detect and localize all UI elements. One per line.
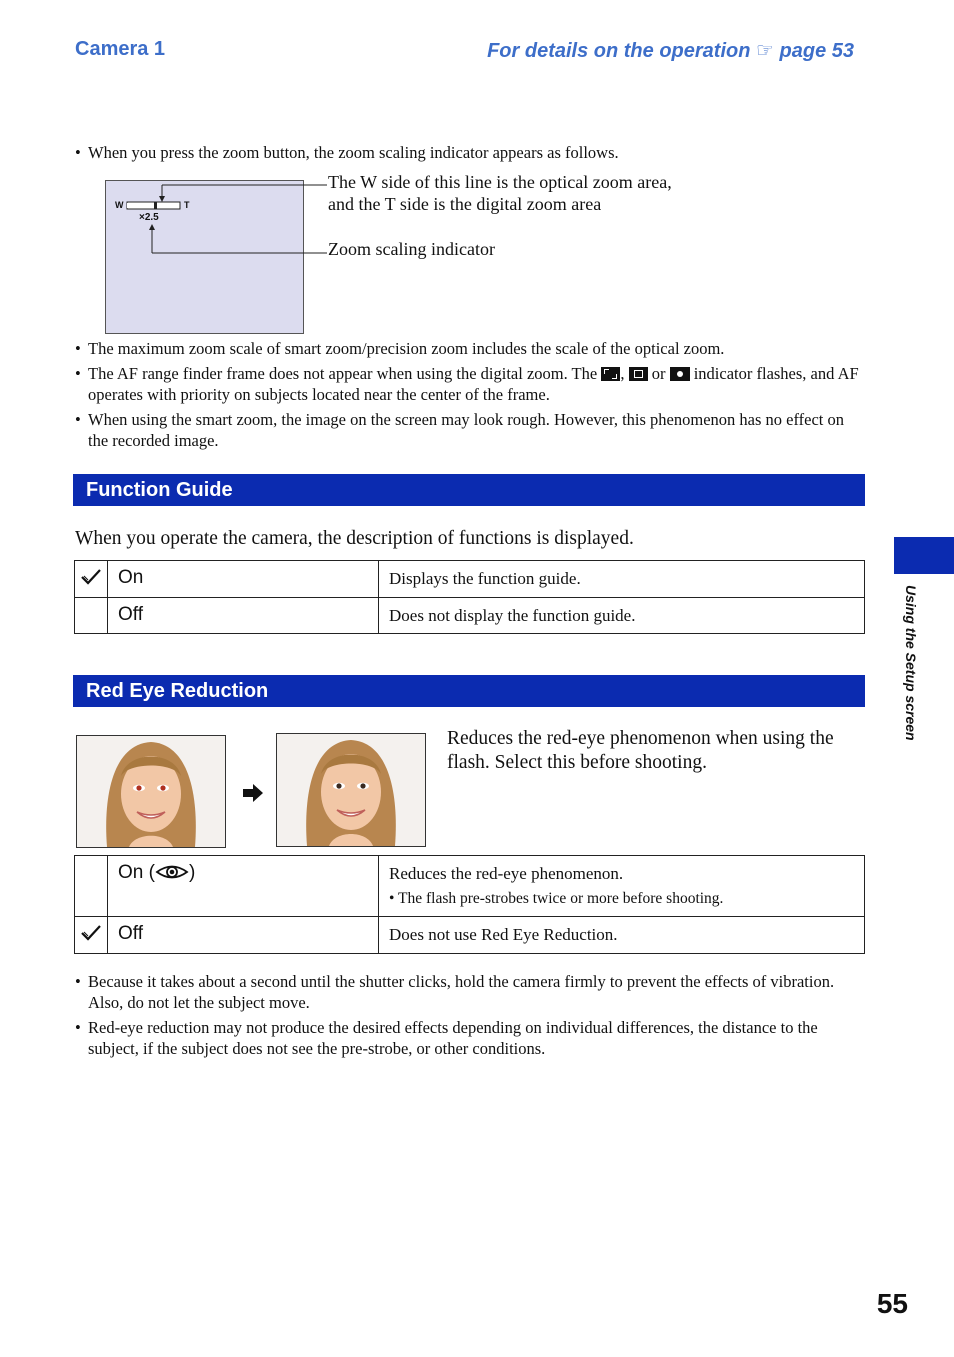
separator: or (651, 364, 666, 383)
callout-optical-digital (328, 171, 748, 215)
option-description: Displays the function guide. (379, 561, 865, 598)
option-description: Does not display the function guide. (379, 598, 865, 634)
crossref-header (487, 38, 854, 63)
checkmark-icon (80, 568, 102, 586)
zoom-diagram-lines (105, 180, 345, 335)
crossref-page-link[interactable]: page 53 (779, 40, 854, 62)
callout-line-1: The W side of this line is the optical zoom area, (328, 172, 672, 192)
sub-bullet-text: The flash pre-strobes twice or more before shooting. (398, 890, 724, 907)
table-row[interactable] (75, 598, 865, 634)
option-description: Does not use Red Eye Reduction. (379, 917, 865, 954)
red-eye-table (74, 855, 865, 954)
af-center-frame-icon (629, 367, 648, 381)
crossref-prefix: For details on the operation (487, 40, 751, 62)
side-label-text: Using the Setup screen (903, 585, 919, 741)
zoom-t-label: T (184, 200, 190, 210)
optical-zoom-area (127, 203, 153, 208)
option-off: Off (108, 598, 379, 634)
option-description-text: Reduces the red-eye phenomenon. (389, 864, 624, 883)
section-title-red-eye: Red Eye Reduction (73, 675, 865, 707)
option-label-close: ) (188, 862, 196, 883)
option-on (108, 856, 379, 917)
callout-line-2: and the T side is the digital zoom area (328, 194, 602, 214)
zoom-w-label: W (115, 200, 124, 210)
bullet-text: When you press the zoom button, the zoom scaling indicator appears as follows. (88, 143, 619, 162)
empty-check-cell (75, 856, 108, 917)
arrow-right-icon (242, 783, 264, 803)
section-header: Camera 1 (75, 38, 166, 60)
bullet-text-part: indicator flashes, and AF operates with priority on subjects located near the center of the frame. (88, 364, 859, 404)
separator: , (620, 364, 625, 383)
list-item: • When using the smart zoom, the image on the screen may look rough. However, this phenomenon has no effect on the recorded image. (75, 409, 865, 451)
table-row[interactable] (75, 561, 865, 598)
checkmark-icon (80, 924, 102, 942)
option-on: On (108, 561, 379, 598)
list-item: • When you press the zoom button, the zoom scaling indicator appears as follows. (75, 142, 865, 163)
red-eye-icon (155, 863, 189, 881)
spot-metering-icon (670, 367, 690, 381)
bullet-text: When using the smart zoom, the image on the screen may look rough. However, this phenomenon has no effect on the recorded image. (88, 410, 845, 450)
bullet-text: The maximum zoom scale of smart zoom/precision zoom includes the scale of the optical zoom. (88, 339, 725, 358)
empty-check-cell (75, 598, 108, 634)
bullet-text-part: The AF range finder frame does not appear when using the digital zoom. The (88, 364, 598, 383)
page-number: 55 (876, 1288, 908, 1319)
option-description (379, 856, 865, 917)
list-item: • Because it takes about a second until the shutter clicks, hold the camera firmly to prevent the effects of vibration. Also, do not let the subject move. (75, 971, 865, 1013)
list-item: • The AF range finder frame does not appear when using the digital zoom. The , or indicator flashes, and AF operates with priority on subjects located near the center of the frame. (75, 363, 865, 405)
table-row[interactable] (75, 856, 865, 917)
table-row[interactable] (75, 917, 865, 954)
chapter-tab[interactable] (894, 537, 954, 574)
section-title-function-guide: Function Guide (73, 474, 865, 506)
face-photo-before (76, 735, 226, 848)
chapter-side-label (898, 583, 928, 773)
bullet-text: Red-eye reduction may not produce the desired effects depending on individual differences, the distance to the subject, if the subject does not see the pre-strobe, or other conditions. (88, 1018, 818, 1058)
function-guide-intro: When you operate the camera, the description of functions is displayed. (75, 528, 634, 549)
sub-bullet: • The flash pre-strobes twice or more before shooting. (389, 890, 724, 907)
default-check-cell (75, 561, 108, 598)
face-photo-after (276, 733, 426, 847)
callout-zoom-indicator: Zoom scaling indicator (328, 239, 495, 259)
red-eye-intro: Reduces the red-eye phenomenon when using the flash. Select this before shooting. (447, 728, 834, 773)
list-item: • The maximum zoom scale of smart zoom/precision zoom includes the scale of the optical zoom. (75, 338, 865, 359)
bullet-text: Because it takes about a second until the shutter clicks, hold the camera firmly to prevent the effects of vibration. Also, do not let the subject move. (88, 972, 835, 1012)
list-item: • Red-eye reduction may not produce the desired effects depending on individual differences, the distance to the subject, if the subject does not see the pre-strobe, or other conditions. (75, 1017, 865, 1059)
pointing-hand-icon: ☞ (756, 40, 774, 62)
option-label: On ( (118, 862, 155, 883)
zoom-scale-value: ×2.5 (139, 212, 159, 223)
default-check-cell (75, 917, 108, 954)
zoom-scaling-marker (154, 202, 157, 209)
af-multi-frame-icon (601, 367, 620, 381)
function-guide-table (74, 560, 865, 634)
option-off: Off (108, 917, 379, 954)
bullet-text (88, 363, 865, 405)
